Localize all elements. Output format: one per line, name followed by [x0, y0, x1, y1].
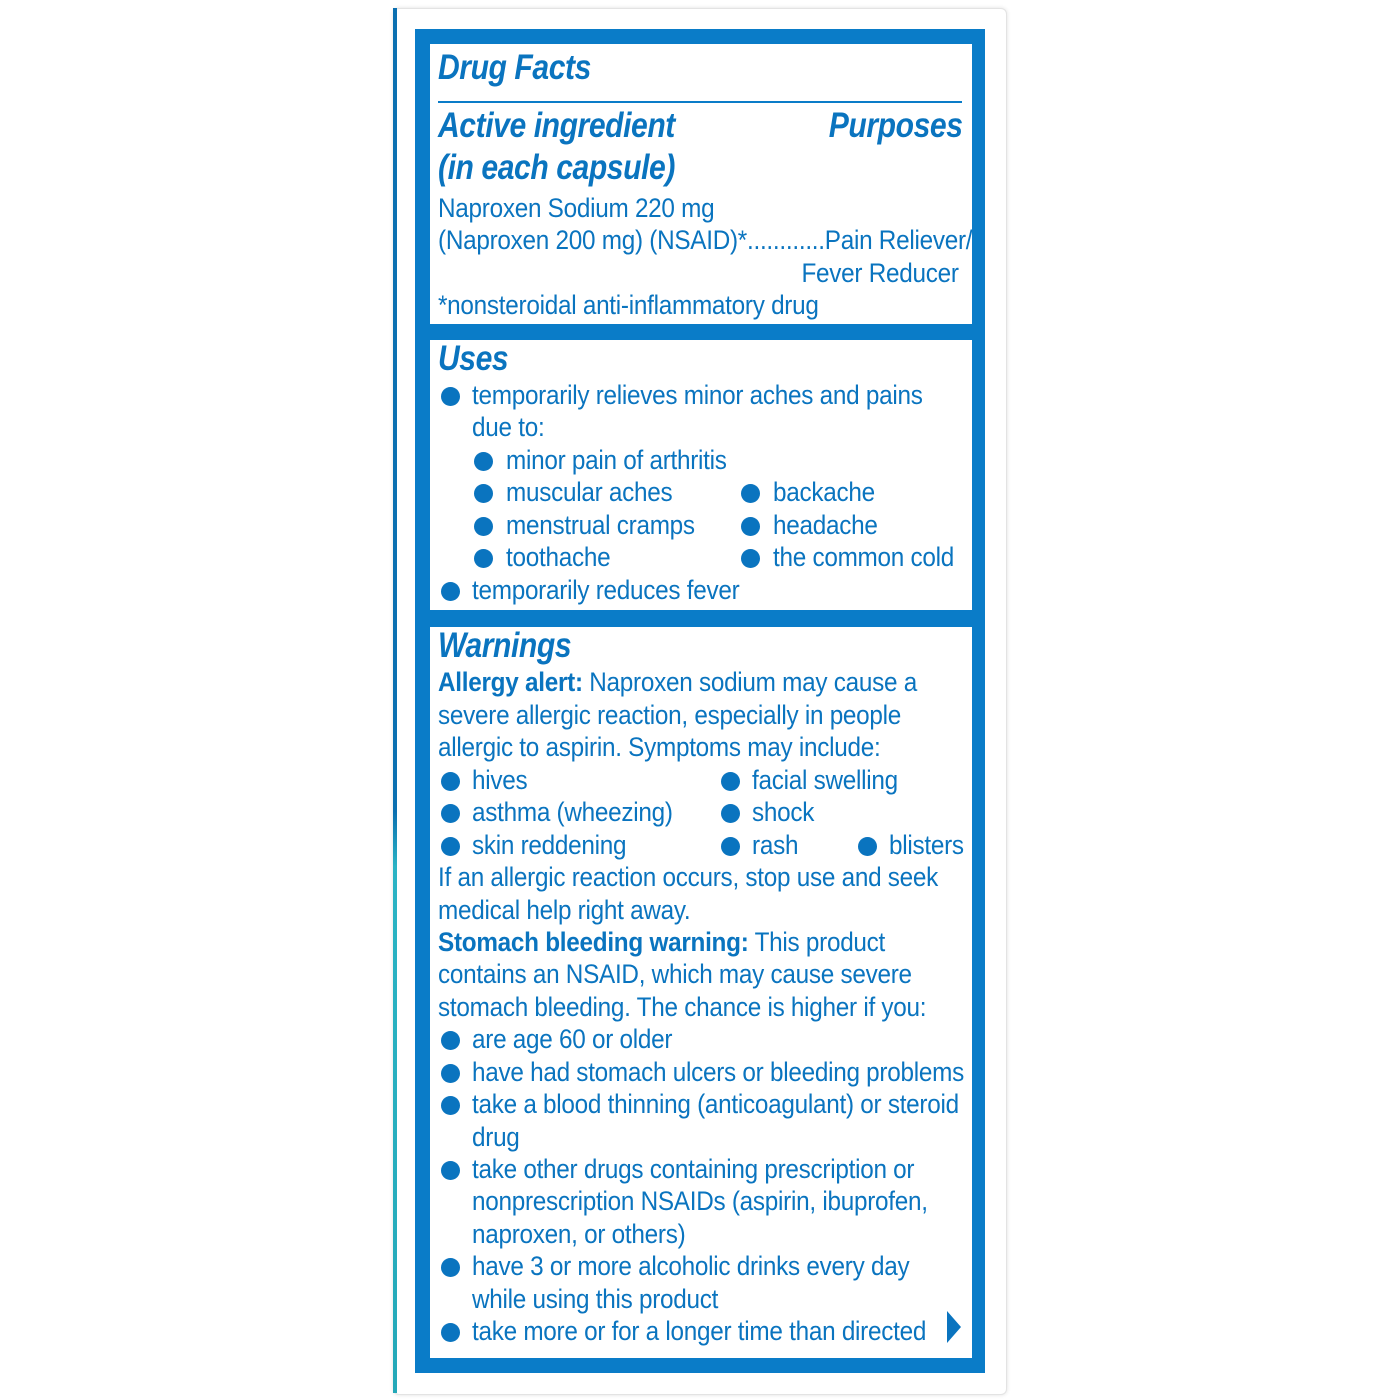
use-sub-item: backache: [773, 477, 875, 507]
bullet-dot-icon: [441, 804, 460, 823]
bullet-dot-icon: [858, 837, 877, 856]
bullet-dot-icon: [441, 772, 460, 791]
risk-item-cont: nonprescription NSAIDs (aspirin, ibuprofen,: [472, 1186, 928, 1216]
bullet-dot-icon: [441, 1161, 460, 1180]
bullet-dot-icon: [474, 452, 493, 471]
risk-item: are age 60 or older: [472, 1024, 673, 1054]
stomach-warning-text-2: contains an NSAID, which may cause severe: [438, 959, 912, 989]
bullet-dot-icon: [441, 387, 460, 406]
nsaid-footnote: *nonsteroidal anti-inflammatory drug: [438, 290, 819, 320]
ingredient-name: Naproxen Sodium 220 mg: [438, 193, 715, 223]
bullet-dot-icon: [441, 1064, 460, 1083]
purpose-fever-reducer: Fever Reducer: [801, 258, 959, 288]
risk-item: take a blood thinning (anticoagulant) or steroid: [472, 1089, 959, 1119]
active-ingredient-heading: Active ingredient: [438, 106, 675, 145]
bullet-dot-icon: [741, 484, 760, 503]
symptom-item: skin reddening: [472, 830, 627, 860]
bullet-dot-icon: [441, 1258, 460, 1277]
use-sub-item: headache: [773, 510, 878, 540]
package-side-edge: [393, 8, 397, 1393]
stomach-warning-text-3: stomach bleeding. The chance is higher if you:: [438, 992, 927, 1022]
bullet-dot-icon: [721, 804, 740, 823]
allergy-alert-label: Allergy alert:: [438, 667, 583, 697]
risk-item-cont: drug: [472, 1122, 520, 1152]
use-sub-item: minor pain of arthritis: [506, 445, 727, 475]
drug-facts-title: Drug Facts: [438, 48, 591, 87]
risk-item: have 3 or more alcoholic drinks every day: [472, 1251, 910, 1281]
ingredient-detail-with-purpose: (Naproxen 200 mg) (NSAID)*............Pain Reliever/: [438, 225, 972, 255]
bullet-dot-icon: [474, 549, 493, 568]
risk-item: take other drugs containing prescription or: [472, 1154, 915, 1184]
symptom-item: facial swelling: [752, 765, 898, 795]
allergy-alert-line: [438, 666, 917, 698]
allergy-alert-text-3: allergic to aspirin. Symptoms may include:: [438, 732, 881, 762]
title-divider: [438, 101, 962, 103]
risk-item-cont: naproxen, or others): [472, 1219, 686, 1249]
symptom-item: asthma (wheezing): [472, 797, 673, 827]
use-item-aches: temporarily relieves minor aches and pains: [472, 380, 923, 410]
use-sub-item: muscular aches: [506, 477, 673, 507]
use-item-aches-cont: due to:: [472, 412, 545, 442]
symptom-item: shock: [752, 797, 815, 827]
use-item-fever: temporarily reduces fever: [472, 575, 740, 605]
stomach-warning-line: [438, 926, 885, 958]
stomach-warning-text: This product: [748, 927, 886, 957]
uses-heading: Uses: [438, 340, 509, 378]
bullet-dot-icon: [741, 549, 760, 568]
bullet-dot-icon: [441, 837, 460, 856]
allergy-alert-text-2: severe allergic reaction, especially in people: [438, 700, 902, 730]
use-sub-item: the common cold: [773, 542, 954, 572]
uses-panel: [430, 340, 972, 610]
bullet-dot-icon: [741, 517, 760, 536]
allergy-action-text: If an allergic reaction occurs, stop use and seek: [438, 862, 939, 892]
risk-item: take more or for a longer time than directed: [472, 1316, 927, 1346]
risk-item-cont: while using this product: [472, 1284, 719, 1314]
stomach-warning-label: Stomach bleeding warning:: [438, 927, 749, 957]
continue-arrow-icon: [947, 1311, 961, 1343]
symptom-item: blisters: [889, 830, 964, 860]
bullet-dot-icon: [474, 517, 493, 536]
allergy-action-text-2: medical help right away.: [438, 895, 691, 925]
bullet-dot-icon: [441, 1031, 460, 1050]
use-sub-item: toothache: [506, 542, 611, 572]
symptom-item: hives: [472, 765, 528, 795]
bullet-dot-icon: [441, 1323, 460, 1342]
active-ingredient-panel: [430, 44, 972, 324]
bullet-dot-icon: [474, 484, 493, 503]
risk-item: have had stomach ulcers or bleeding problems: [472, 1057, 964, 1087]
bullet-dot-icon: [441, 1096, 460, 1115]
active-ingredient-subheading: (in each capsule): [438, 148, 675, 187]
bullet-dot-icon: [721, 772, 740, 791]
allergy-alert-text: Naproxen sodium may cause a: [582, 667, 917, 697]
bullet-dot-icon: [441, 582, 460, 601]
symptom-item: rash: [752, 830, 799, 860]
warnings-heading: Warnings: [438, 627, 572, 665]
warnings-panel: [430, 627, 972, 1358]
use-sub-item: menstrual cramps: [506, 510, 695, 540]
purposes-heading: Purposes: [828, 106, 962, 145]
bullet-dot-icon: [721, 837, 740, 856]
